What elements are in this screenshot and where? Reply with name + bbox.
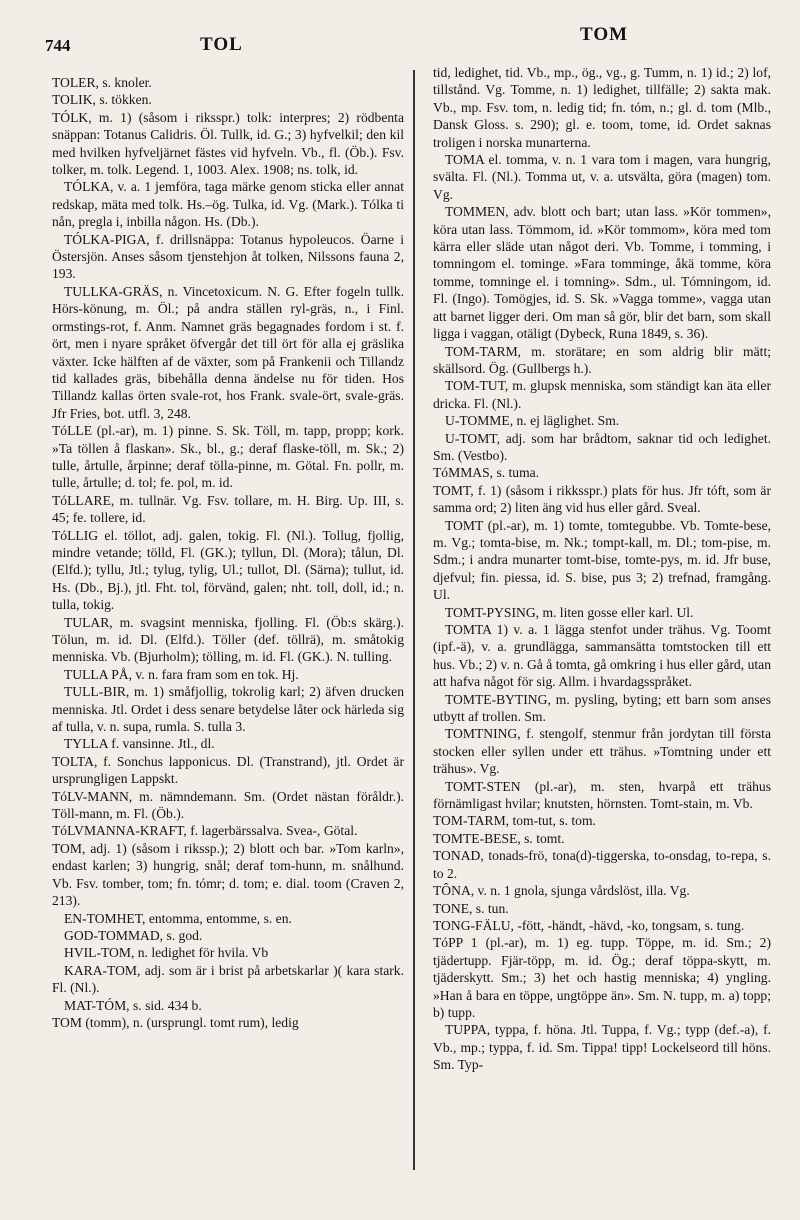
entry: TYLLA f. vansinne. Jtl., dl. (64, 736, 215, 752)
entry: TOM-TUT, m. glupsk menniska, som ständigt kan äta eller dricka. Fl. (Nl.). (433, 378, 771, 411)
entry: TOMTE-BYTING, m. pysling, byting; ett barn som anses utbytt af trollen. Sm. (433, 691, 771, 725)
entry: TOM, adj. 1) (såsom i rikssp.); 2) blott och bar. »Tom karln», endast karlen; 3) hungrig, snål; deraf tom-hunn, m. snålhund. Vb. Fsv. tomber, tom; fn. tómr; d. tom; e. dial. toom (Craven 2, 213). (52, 840, 404, 909)
entry: TóLLARE, m. tullnär. Vg. Fsv. tollare, m. H. Birg. Up. III, s. 45; fe. tollere, id. (52, 492, 404, 526)
entry: TOMT-PYSING, m. liten gosse eller karl. Ul. (445, 604, 694, 620)
entry: TÔNA, v. n. 1 gnola, sjunga vårdslöst, illa. Vg. (433, 883, 690, 899)
entry: TOLTA, f. Sonchus lapponicus. Dl. (Transtrand), jtl. Ordet är ursprungligen Lappskt. (52, 753, 404, 787)
entry: TONG-FÄLU, -fött, -händt, -hävd, -ko, tongsam, s. tung. (433, 917, 745, 933)
entry: EN-TOMHET, entomma, entomme, s. en. (64, 910, 292, 926)
entry: TOMT-STEN (pl.-ar), m. sten, hvarpå ett trähus förnämligast hvilar; knutsten, hörnsten. Tomt-stain, m. Vb. (433, 778, 771, 812)
entry: HVIL-TOM, n. ledighet för hvila. Vb (64, 945, 269, 961)
entry: TóPP 1 (pl.-ar), m. 1) eg. tupp. Töppe, m. id. Sm.; 2) tjädertupp. Fjär-töpp, m. id. Ög.; deraf töppa-skytt, m. tjäderskytt. Sm.; 3) het och hastig menniska; 4) yngling. »Han å bara en töppe, ungtöppe än». Sm. N. tupp, m. a) topp; b) tupp. (433, 935, 771, 1020)
entry: TULAR, m. svagsint menniska, fjolling. Fl. (Öb:s skärg.). Tölun, m. id. Dl. (Elfd.). Töller (def. töllrä), m. småtokig menniska. Vb. (Bjurholm); tölling, m. id. Fl. (GK.). N. tulling. (52, 614, 404, 665)
entry: TÓLK, m. 1) (såsom i riksspr.) tolk: interpres; 2) rödbenta snäppan: Totanus Calidris. Öl. Tullk, id. G.; 3) hyfvelkil; den kil med hvilken hyfveljärnet fästes vid hyfveln. Vb., fl. (Öb.). Fsv. tolker, m. tolk. Legend. 1, 1003. Alex. 1908; ns. tolk, id. (52, 109, 404, 178)
entry: TOM (tomm), n. (ursprungl. tomt rum), ledig (52, 1014, 299, 1030)
entry: TOMT, f. 1) (såsom i rikksspr.) plats för hus. Jfr tóft, som är samma ord; 2) liten äng vid hus eller gård. Sveal. (433, 482, 771, 516)
entry: TOMA el. tomma, v. n. 1 vara tom i magen, vara hungrig, svälta. Fl. (Nl.). Tomma ut, v. a. utsvälta, göra (magen) tom. Vg. (433, 152, 771, 202)
left-guide-word: TOL (200, 34, 243, 55)
entry: TOM-TARM, tom-tut, s. tom. (433, 813, 596, 829)
entry: TOMMEN, adv. blott och bart; utan lass. »Kör tommen», köra utan lass. Tömmom, id. »Kör tommom», köra med tom kärra eller släde utan något deri. Vb. Tomme, i tomming, i tomningom el. tominge. »Fara tomminge, åkä tomme, köra tomme, tomninge el. i tomning». Sdm., ul. Tómningom, id. Fl. (Ingo). Tomögjes, id. S. Sk. »Vagga tomme», vagga utan att barnet ligger deri. Om man så gör, blir det barn, som skall ligga i vaggan, otäligt (Dybeck, Runa 1849, s. 36). (433, 204, 771, 342)
column-divider (413, 70, 415, 1170)
entry: U-TOMME, n. ej läglighet. Sm. (445, 413, 620, 429)
entry: GOD-TOMMAD, s. god. (64, 927, 203, 943)
entry: TOMTNING, f. stengolf, stenmur från jordytan till första stocken eller syllen under ett trähus. »Tomtning under ett trähus». Vg. (433, 726, 771, 777)
entry: TONE, s. tun. (433, 900, 509, 916)
entry: MAT-TÓM, s. sid. 434 b. (64, 997, 202, 1013)
entry: TÓLKA, v. a. 1 jemföra, taga märke genom sticka eller annat redskap, mäta med tolk. Hs.–ög. Tulka, id. Vg. (Mark.). Tólka ti nån, pregla i, inbilla någon. Hs. (Db.). (52, 179, 404, 230)
entry: TOMTE-BESE, s. tomt. (433, 830, 565, 846)
entry: TULLKA-GRÄS, n. Vincetoxicum. N. G. Efter fogeln tullk. Hörs-könung, m. Öl.; på andra ställen ryl-gräs, n., i Finl. ormstings-rot, f. Anm. Namnet gräs begagnades fordom i st. f. ört, men i nyare språket öfvergår det till ört för alla ej gräslika växter. Icke hälften af de växter, som på Frankenii och Tillandz tid kallades gräs, bibehålla denna ändelse nu för tiden. Hos Tillandz kallas örten svale-rot, hos Frank. svale-ört, svale-gräs. Jfr Fries, bot. utfl. 3, 248. (52, 283, 404, 421)
entry: TOMT (pl.-ar), m. 1) tomte, tomtegubbe. Vb. Tomte-bese, m. Vg.; tomta-bise, m. Nk.; tompt-kall, m. Dl.; tom-pise, m. Sdm.; i andra munarter tomt-bise, tomte-pys, m. id. Jfr buse, djefvul; fin. piessa, id. S. bise, pus 3; 2) trefnad, framgång. Ul. (433, 517, 771, 603)
entry: TOLER, s. knoler. (52, 75, 152, 90)
entry: TÓLKA-PIGA, f. drillsnäppa: Totanus hypoleucos. Öarne i Östersjön. Anses såsom tjenstehjon åt tolken, Nilssons fauna 2, 193. (52, 231, 404, 282)
entry: TóLLIG el. töllot, adj. galen, tokig. Fl. (Nl.). Tollug, fjollig, mindre vetande; tölld, Fl. (GK.); tyllun, Dl. (Mora); tålun, Dl. (Elfd.); tyllu, Jtl.; tylug, tylig, Ul.; tullot, Dl. (Särna); tullut, id. Hs. (Db., Bj.), jtl. Fht. tol, förvänd, galen; nht. toll, doll, id.; n. tulla, tokig. (52, 527, 404, 613)
entry: TOMTA 1) v. a. 1 lägga stenfot under trähus. Vg. Toomt (ipf.-ä), v. a. grundlägga, sammansätta tomtstocken till ett hus. Vb.; 2) v. n. Gå å tomta, gå omkring i hus eller gård, utan att hafva något för sig. Allm. i hvardagsspråket. (433, 622, 771, 690)
entry: TULL-BIR, m. 1) småfjollig, tokrolig karl; 2) äfven drucken menniska. Jtl. Ordet i dess senare betydelse låter ock härleda sig af tulla, v. n. supa, rumla. S. tulla 3. (52, 684, 404, 735)
page-number: 744 (45, 36, 71, 55)
entry: TONAD, tonads-frö, tona(d)-tiggerska, to-onsdag, to-repa, s. to 2. (433, 848, 771, 881)
entry: KARA-TOM, adj. som är i brist på arbetskarlar )( kara stark. Fl. (Nl.). (52, 962, 404, 996)
entry: U-TOMT, adj. som har brådtom, saknar tid och ledighet. Sm. (Vestbo). (433, 430, 771, 463)
entry: TOLIK, s. tökken. (52, 92, 152, 108)
left-column (52, 74, 404, 1031)
entry: TóLLE (pl.-ar), m. 1) pinne. S. Sk. Töll, m. tapp, propp; kork. »Ta töllen å flaskan». Sk., bl., g.; deraf flaske-töll, m. Sk.; 2) tulle, årtulle, årpinne; deraf tölla-pinne, m. Götal. Fn. pollr, m. tulle, årtulle; d. tol; fe. pol, m. id. (52, 423, 404, 491)
entry: tid, ledighet, tid. Vb., mp., ög., vg., g. Tumm, n. 1) id.; 2) lof, tillstånd. Vg. Tomme, n. 1) ledighet, tillfälle; 2) sakta mak. Vb., mp. Fsv. tom, n. ledig tid; fn. tóm, n.; gl. d. tom (Mlb., Dansk Gloss. s. 290); gl. e. toom, tome, id. Ordet saknas troligen i norska munarterna. (433, 65, 771, 150)
entry: TóLV-MANN, m. nämndemann. Sm. (Ordet nästan föråldr.). Töll-mann, m. Fl. (Öb.). (52, 788, 404, 822)
page-header (0, 24, 800, 58)
entry: TóLVMANNA-KRAFT, f. lagerbärssalva. Svea-, Götal. (52, 823, 358, 839)
entry: TULLA PÅ, v. n. fara fram som en tok. Hj. (64, 666, 299, 682)
entry: TóMMAS, s. tuma. (433, 465, 540, 481)
right-column (433, 64, 771, 1074)
entry: TUPPA, typpa, f. höna. Jtl. Tuppa, f. Vg.; typp (def.-a), f. Vb., mp.; typpa, f. id. Sm. Tippa! tipp! Lockelseord till höns. Sm. Typ- (433, 1022, 771, 1073)
entry: TOM-TARM, m. storätare; en som aldrig blir mätt; skällsord. Ög. (Gullbergs h.). (433, 343, 771, 376)
right-guide-word: TOM (580, 24, 629, 45)
